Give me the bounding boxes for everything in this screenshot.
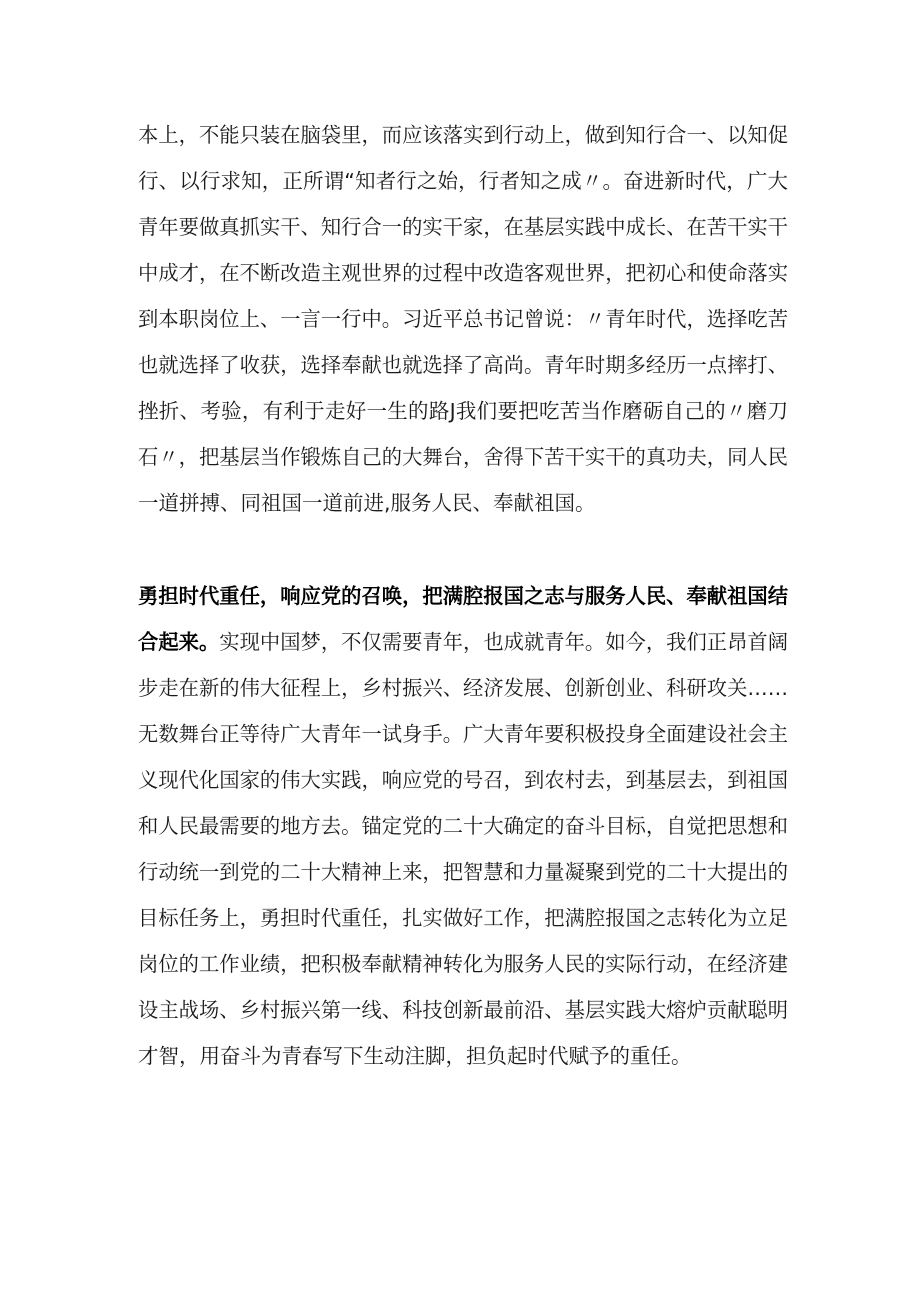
text-line: 中成才，在不断改造主观世界的过程中改造客观世界，把初心和使命落实	[138, 261, 788, 285]
text-line: 和人民最需要的地方去。锚定党的二十大确定的奋斗目标，自觉把思想和	[138, 814, 788, 838]
text-line: 石〃，把基层当作锻炼自己的大舞台，舍得下苦干实干的真功夫，同人民	[138, 445, 788, 469]
text-line: 岗位的工作业绩，把积极奉献精神转化为服务人民的实际行动，在经济建	[138, 952, 788, 976]
text-line: 本上，不能只装在脑袋里，而应该落实到行动上，做到知行合一、以知促	[138, 123, 788, 147]
text-line: 无数舞台正等待广大青年一试身手。广大青年要积极投身全面建设社会主	[138, 722, 788, 746]
paragraph-1	[138, 112, 788, 526]
text-line: 设主战场、乡村振兴第一线、科技创新最前沿、基层实践大熔炉贡献聪明	[138, 998, 788, 1022]
text-line: 也就选择了收获，选择奉献也就选择了高尚。青年时期多经历一点摔打、	[138, 353, 788, 377]
paragraph-heading-end: 合起来。	[138, 630, 220, 654]
text-line: 挫折、考验，有利于走好一生的路J我们要把吃苦当作磨砺自己的〃磨刀	[138, 399, 788, 423]
text-line: 一道拼搏、同祖国一道前进,服务人民、奉献祖国。	[138, 491, 596, 515]
text-line: 步走在新的伟大征程上，乡村振兴、经济发展、创新创业、科研攻关……	[138, 676, 788, 700]
paragraph-2	[138, 573, 788, 1079]
text-line: 到本职岗位上、一言一行中。习近平总书记曾说：〃青年时代，选择吃苦	[138, 307, 788, 331]
text-line: 义现代化国家的伟大实践，响应党的号召，到农村去，到基层去，到祖国	[138, 768, 788, 792]
text-line: 行动统一到党的二十大精神上来，把智慧和力量凝聚到党的二十大提出的	[138, 860, 788, 884]
text-line-rest: 实现中国梦，不仅需要青年，也成就青年。如今，我们正昂首阔	[219, 630, 788, 654]
text-line: 才智，用奋斗为青春写下生动注脚，担负起时代赋予的重任。	[138, 1044, 692, 1068]
text-line: 目标任务上，勇担时代重任，扎实做好工作，把满腔报国之志转化为立足	[138, 906, 788, 930]
text-line-mixed	[138, 619, 788, 665]
text-line: 行、以行求知，正所谓“知者行之始，行者知之成〃。奋进新时代，广大	[138, 169, 788, 193]
paragraph-heading-line: 勇担时代重任，响应党的召唤，把满腔报国之志与服务人民、奉献祖国结	[138, 584, 788, 608]
text-line: 青年要做真抓实干、知行合一的实干家，在基层实践中成长、在苦干实干	[138, 215, 788, 239]
